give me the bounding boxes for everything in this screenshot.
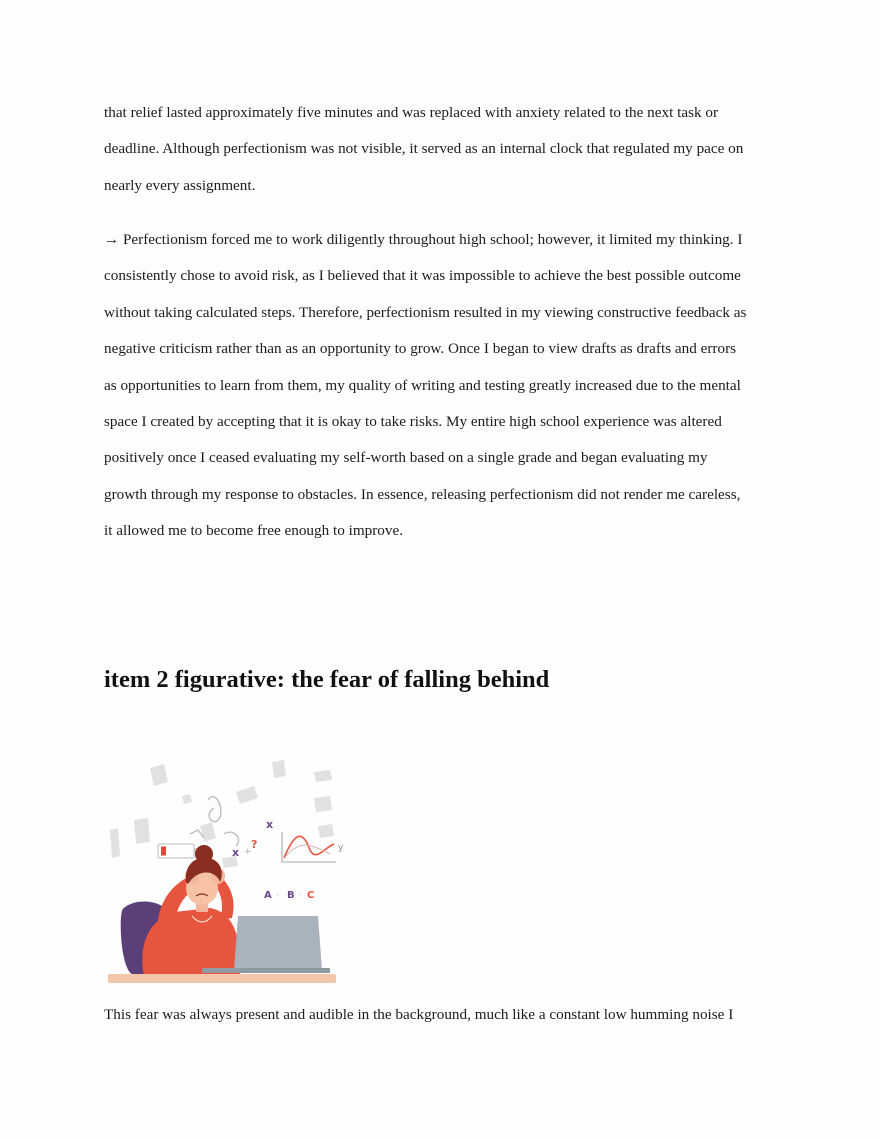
svg-text:-: - <box>299 890 302 899</box>
svg-text:C: C <box>307 890 315 901</box>
svg-text:+: + <box>244 847 252 857</box>
svg-text:x: x <box>232 846 240 859</box>
svg-text:y: y <box>338 843 344 853</box>
scribbles <box>190 797 239 846</box>
svg-text:B: B <box>287 890 295 901</box>
stressed-student-illustration <box>104 758 348 986</box>
text-line: This fear was always present and audible in the background, much like a constant low humming noise I <box>104 1006 734 1023</box>
stressed-student-at-laptop-icon <box>104 758 348 986</box>
text-line: nearly every assignment. <box>104 176 256 194</box>
text-line: consistently chose to avoid risk, as I believed that it was impossible to achieve the best possible outcome <box>104 267 741 285</box>
paragraph-perfectionism-clock <box>104 95 784 204</box>
text-line: without taking calculated steps. Therefore, perfectionism resulted in my viewing constructive feedback as <box>104 303 747 321</box>
text-line: positively once I ceased evaluating my self-worth based on a single grade and began evaluating my <box>104 449 708 467</box>
text-line: it allowed me to become free enough to improve. <box>104 522 404 540</box>
desk <box>108 974 336 983</box>
paragraph-perfectionism-reflection <box>104 222 784 550</box>
text-line: space I created by accepting that it is okay to take risks. My entire high school experience was altered <box>104 413 722 431</box>
laptop <box>234 916 322 970</box>
section-heading: item 2 figurative: the fear of falling behind <box>104 666 550 693</box>
paragraph-fear-intro <box>104 997 784 1033</box>
text-line: growth through my response to obstacles. In essence, releasing perfectionism did not render me careless, <box>104 485 741 503</box>
low-battery-icon <box>158 844 197 858</box>
svg-text:-: - <box>276 890 279 899</box>
text-line: that relief lasted approximately five minutes and was replaced with anxiety related to the next task or <box>104 104 719 121</box>
text-line: negative criticism rather than as an opportunity to grow. Once I began to view drafts as drafts and errors <box>104 340 737 358</box>
graph-icon <box>282 832 344 862</box>
floating-papers <box>110 760 334 868</box>
text-line: → Perfectionism forced me to work diligently throughout high school; however, it limited my thinking. I <box>104 231 743 248</box>
text-line: deadline. Although perfectionism was not visible, it served as an internal clock that regulated my pace on <box>104 140 744 158</box>
text-line: as opportunities to learn from them, my quality of writing and testing greatly increased due to the mental <box>104 376 741 394</box>
svg-text:?: ? <box>251 838 258 851</box>
svg-text:x: x <box>266 818 274 831</box>
svg-text:A: A <box>264 890 272 901</box>
